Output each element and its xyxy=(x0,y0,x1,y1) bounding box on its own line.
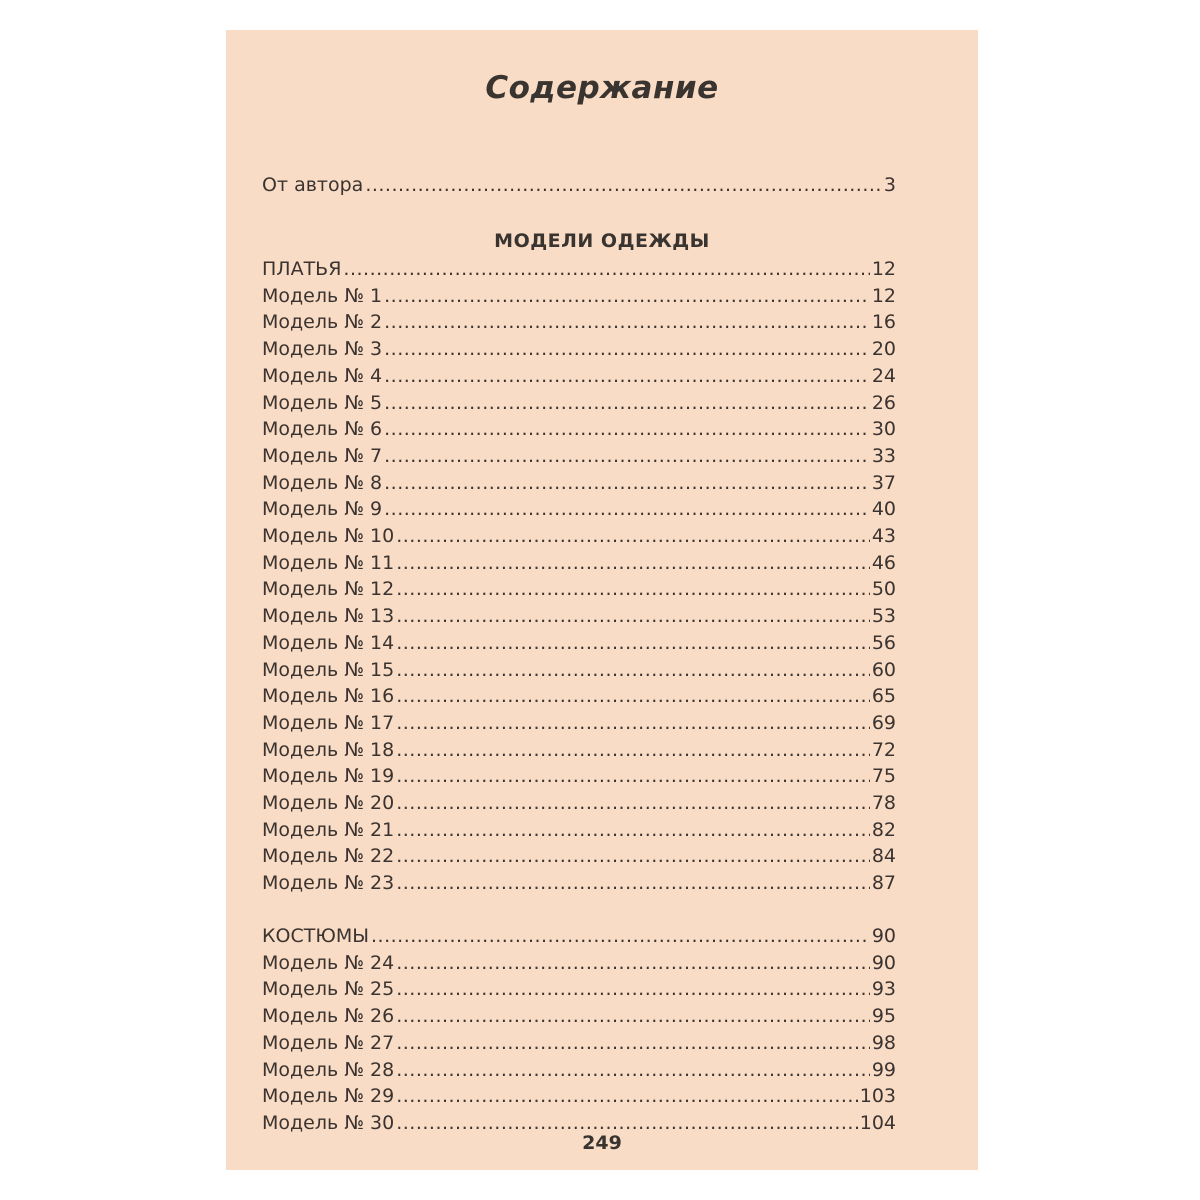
toc-entry-page: 98 xyxy=(871,1031,896,1054)
toc-entry xyxy=(262,683,896,709)
toc-entry xyxy=(262,416,896,442)
toc-leader-dots xyxy=(396,950,870,976)
toc-entry-page: 26 xyxy=(871,391,896,414)
toc-entry xyxy=(262,390,896,416)
toc-entry-page: 84 xyxy=(871,845,896,868)
toc-entry xyxy=(262,363,896,389)
toc-entry xyxy=(262,550,896,576)
toc-entry-page: 75 xyxy=(871,765,896,788)
toc-entry-page: 12 xyxy=(871,258,896,280)
toc-entry-page: 78 xyxy=(871,792,896,814)
toc-entry-label: Модель № 8 xyxy=(262,471,383,494)
toc-entry-label: Модель № 29 xyxy=(262,1085,395,1108)
toc-entry-page: 33 xyxy=(871,444,896,467)
toc-entry-label: Модель № 2 xyxy=(262,311,383,334)
toc-entry xyxy=(262,817,896,843)
toc-entry-label: Модель № 26 xyxy=(262,1005,395,1028)
toc-entry-label: Модель № 11 xyxy=(262,551,395,574)
toc-entry xyxy=(262,870,896,896)
toc-leader-dots xyxy=(384,336,870,362)
toc-entry xyxy=(262,443,896,469)
toc-entry-page: 90 xyxy=(871,925,896,947)
toc-entry xyxy=(262,843,896,869)
toc-entry xyxy=(262,1003,896,1029)
toc-entry-label: Модель № 22 xyxy=(262,845,395,868)
toc-entry-label: Модель № 20 xyxy=(262,792,395,814)
toc-entry-page: 3 xyxy=(883,174,896,196)
toc-entry-page: 72 xyxy=(871,738,896,761)
toc-entry-label: Модель № 5 xyxy=(262,391,383,414)
toc-entry-page: 93 xyxy=(871,978,896,1001)
toc-leader-dots xyxy=(343,256,869,282)
toc-entry-label: Модель № 15 xyxy=(262,658,395,681)
toc-leader-dots xyxy=(371,923,870,949)
toc-entry-page: 37 xyxy=(871,471,896,494)
book-page xyxy=(226,30,978,1170)
toc-entry-page: 30 xyxy=(871,418,896,441)
toc-leader-dots xyxy=(384,283,870,309)
toc-entry-page: 82 xyxy=(871,818,896,841)
toc-entry-page: 24 xyxy=(871,364,896,387)
toc-leader-dots xyxy=(396,790,870,816)
toc-leader-dots xyxy=(396,763,870,789)
toc-entry xyxy=(262,470,896,496)
toc-entry-page: 69 xyxy=(871,711,896,734)
toc-entry-page: 16 xyxy=(871,311,896,334)
toc-entry-label: Модель № 16 xyxy=(262,685,395,708)
toc-entry-label: Модель № 10 xyxy=(262,525,395,547)
toc-entry-label: Модель № 19 xyxy=(262,765,395,788)
toc-entry-label: ПЛАТЬЯ xyxy=(262,258,342,280)
toc-entry xyxy=(262,1057,896,1083)
toc-entry-label: Модель № 27 xyxy=(262,1031,395,1054)
toc-entry-page: 12 xyxy=(871,284,896,307)
toc-entry xyxy=(262,950,896,976)
toc-entry-label: Модель № 9 xyxy=(262,498,383,521)
toc-leader-dots xyxy=(384,470,870,496)
toc-entry-label: Модель № 6 xyxy=(262,418,383,441)
toc-leader-dots xyxy=(396,523,870,549)
toc-leader-dots xyxy=(396,683,870,709)
toc-entry-label: Модель № 1 xyxy=(262,284,383,307)
toc-entry-label: Модель № 14 xyxy=(262,631,395,654)
toc-entry-label: Модель № 23 xyxy=(262,872,395,895)
toc-leader-dots xyxy=(396,976,870,1002)
toc-entry xyxy=(262,603,896,629)
toc-entry xyxy=(262,976,896,1002)
toc-leader-dots xyxy=(396,1057,870,1083)
toc-leader-dots xyxy=(384,309,870,335)
toc-entry-label: Модель № 7 xyxy=(262,444,383,467)
toc-leader-dots xyxy=(396,1030,870,1056)
toc-leader-dots xyxy=(396,603,870,629)
toc-entry-label: Модель № 13 xyxy=(262,605,395,628)
toc-entry-label: Модель № 28 xyxy=(262,1058,395,1081)
toc-entry-page: 95 xyxy=(871,1005,896,1028)
toc-entry-page: 60 xyxy=(871,658,896,681)
toc-entry-page: 65 xyxy=(871,685,896,708)
toc-entry xyxy=(262,737,896,763)
toc-entry-page: 87 xyxy=(871,872,896,895)
toc-entry-page: 99 xyxy=(871,1058,896,1081)
toc-entry xyxy=(262,710,896,736)
toc-entry xyxy=(262,283,896,309)
toc-entry xyxy=(262,576,896,602)
toc-leader-dots xyxy=(396,657,870,683)
toc-entry-label: Модель № 4 xyxy=(262,364,383,387)
toc-entry-label: Модель № 3 xyxy=(262,338,383,361)
toc-entry-page: 20 xyxy=(871,338,896,361)
toc-entry-page: 53 xyxy=(871,605,896,628)
toc-entry-label: Модель № 24 xyxy=(262,951,395,974)
toc-section-suits xyxy=(262,923,896,949)
toc-entry xyxy=(262,790,896,816)
toc-leader-dots xyxy=(396,1003,870,1029)
toc-entry-page: 43 xyxy=(871,525,896,547)
toc-leader-dots xyxy=(365,172,882,198)
toc-leader-dots xyxy=(384,416,870,442)
toc-entry-label: Модель № 30 xyxy=(262,1111,395,1134)
toc-entry xyxy=(262,657,896,683)
toc-entry-label: Модель № 17 xyxy=(262,711,395,734)
toc-leader-dots xyxy=(384,496,870,522)
toc-entry-label: Модель № 12 xyxy=(262,578,395,601)
toc-leader-dots xyxy=(384,363,870,389)
toc-entry-page: 56 xyxy=(871,631,896,654)
toc-entry xyxy=(262,523,896,549)
toc-entry xyxy=(262,1030,896,1056)
toc-leader-dots xyxy=(396,870,870,896)
toc-entry-page: 104 xyxy=(859,1111,896,1134)
toc-leader-dots xyxy=(396,630,870,656)
section-heading: МОДЕЛИ ОДЕЖДЫ xyxy=(494,230,710,252)
toc-entry-label: Модель № 21 xyxy=(262,818,395,841)
toc-entry xyxy=(262,630,896,656)
toc-entry xyxy=(262,1083,896,1109)
toc-leader-dots xyxy=(384,390,870,416)
toc-entry-page: 40 xyxy=(871,498,896,521)
toc-entry xyxy=(262,309,896,335)
toc-entry-page: 50 xyxy=(871,578,896,601)
page-title: Содержание xyxy=(485,70,719,106)
toc-entry xyxy=(262,763,896,789)
toc-entry xyxy=(262,496,896,522)
toc-leader-dots xyxy=(396,1083,858,1109)
toc-leader-dots xyxy=(396,737,870,763)
page-number: 249 xyxy=(582,1132,622,1154)
toc-entry-page: 46 xyxy=(871,551,896,574)
toc-entry-page: 90 xyxy=(871,951,896,974)
toc-leader-dots xyxy=(396,710,870,736)
toc-entry-label: Модель № 25 xyxy=(262,978,395,1001)
toc-entry-label: Модель № 18 xyxy=(262,738,395,761)
toc-section-dresses xyxy=(262,256,896,282)
toc-entry-page: 103 xyxy=(859,1085,896,1108)
toc-leader-dots xyxy=(384,443,870,469)
toc-leader-dots xyxy=(396,550,870,576)
toc-entry-intro xyxy=(262,172,896,198)
toc-leader-dots xyxy=(396,576,870,602)
toc-entry-label: КОСТЮМЫ xyxy=(262,925,369,947)
toc-entry xyxy=(262,336,896,362)
toc-entry-label: От автора xyxy=(262,174,364,196)
toc-leader-dots xyxy=(396,817,870,843)
toc-leader-dots xyxy=(396,843,870,869)
